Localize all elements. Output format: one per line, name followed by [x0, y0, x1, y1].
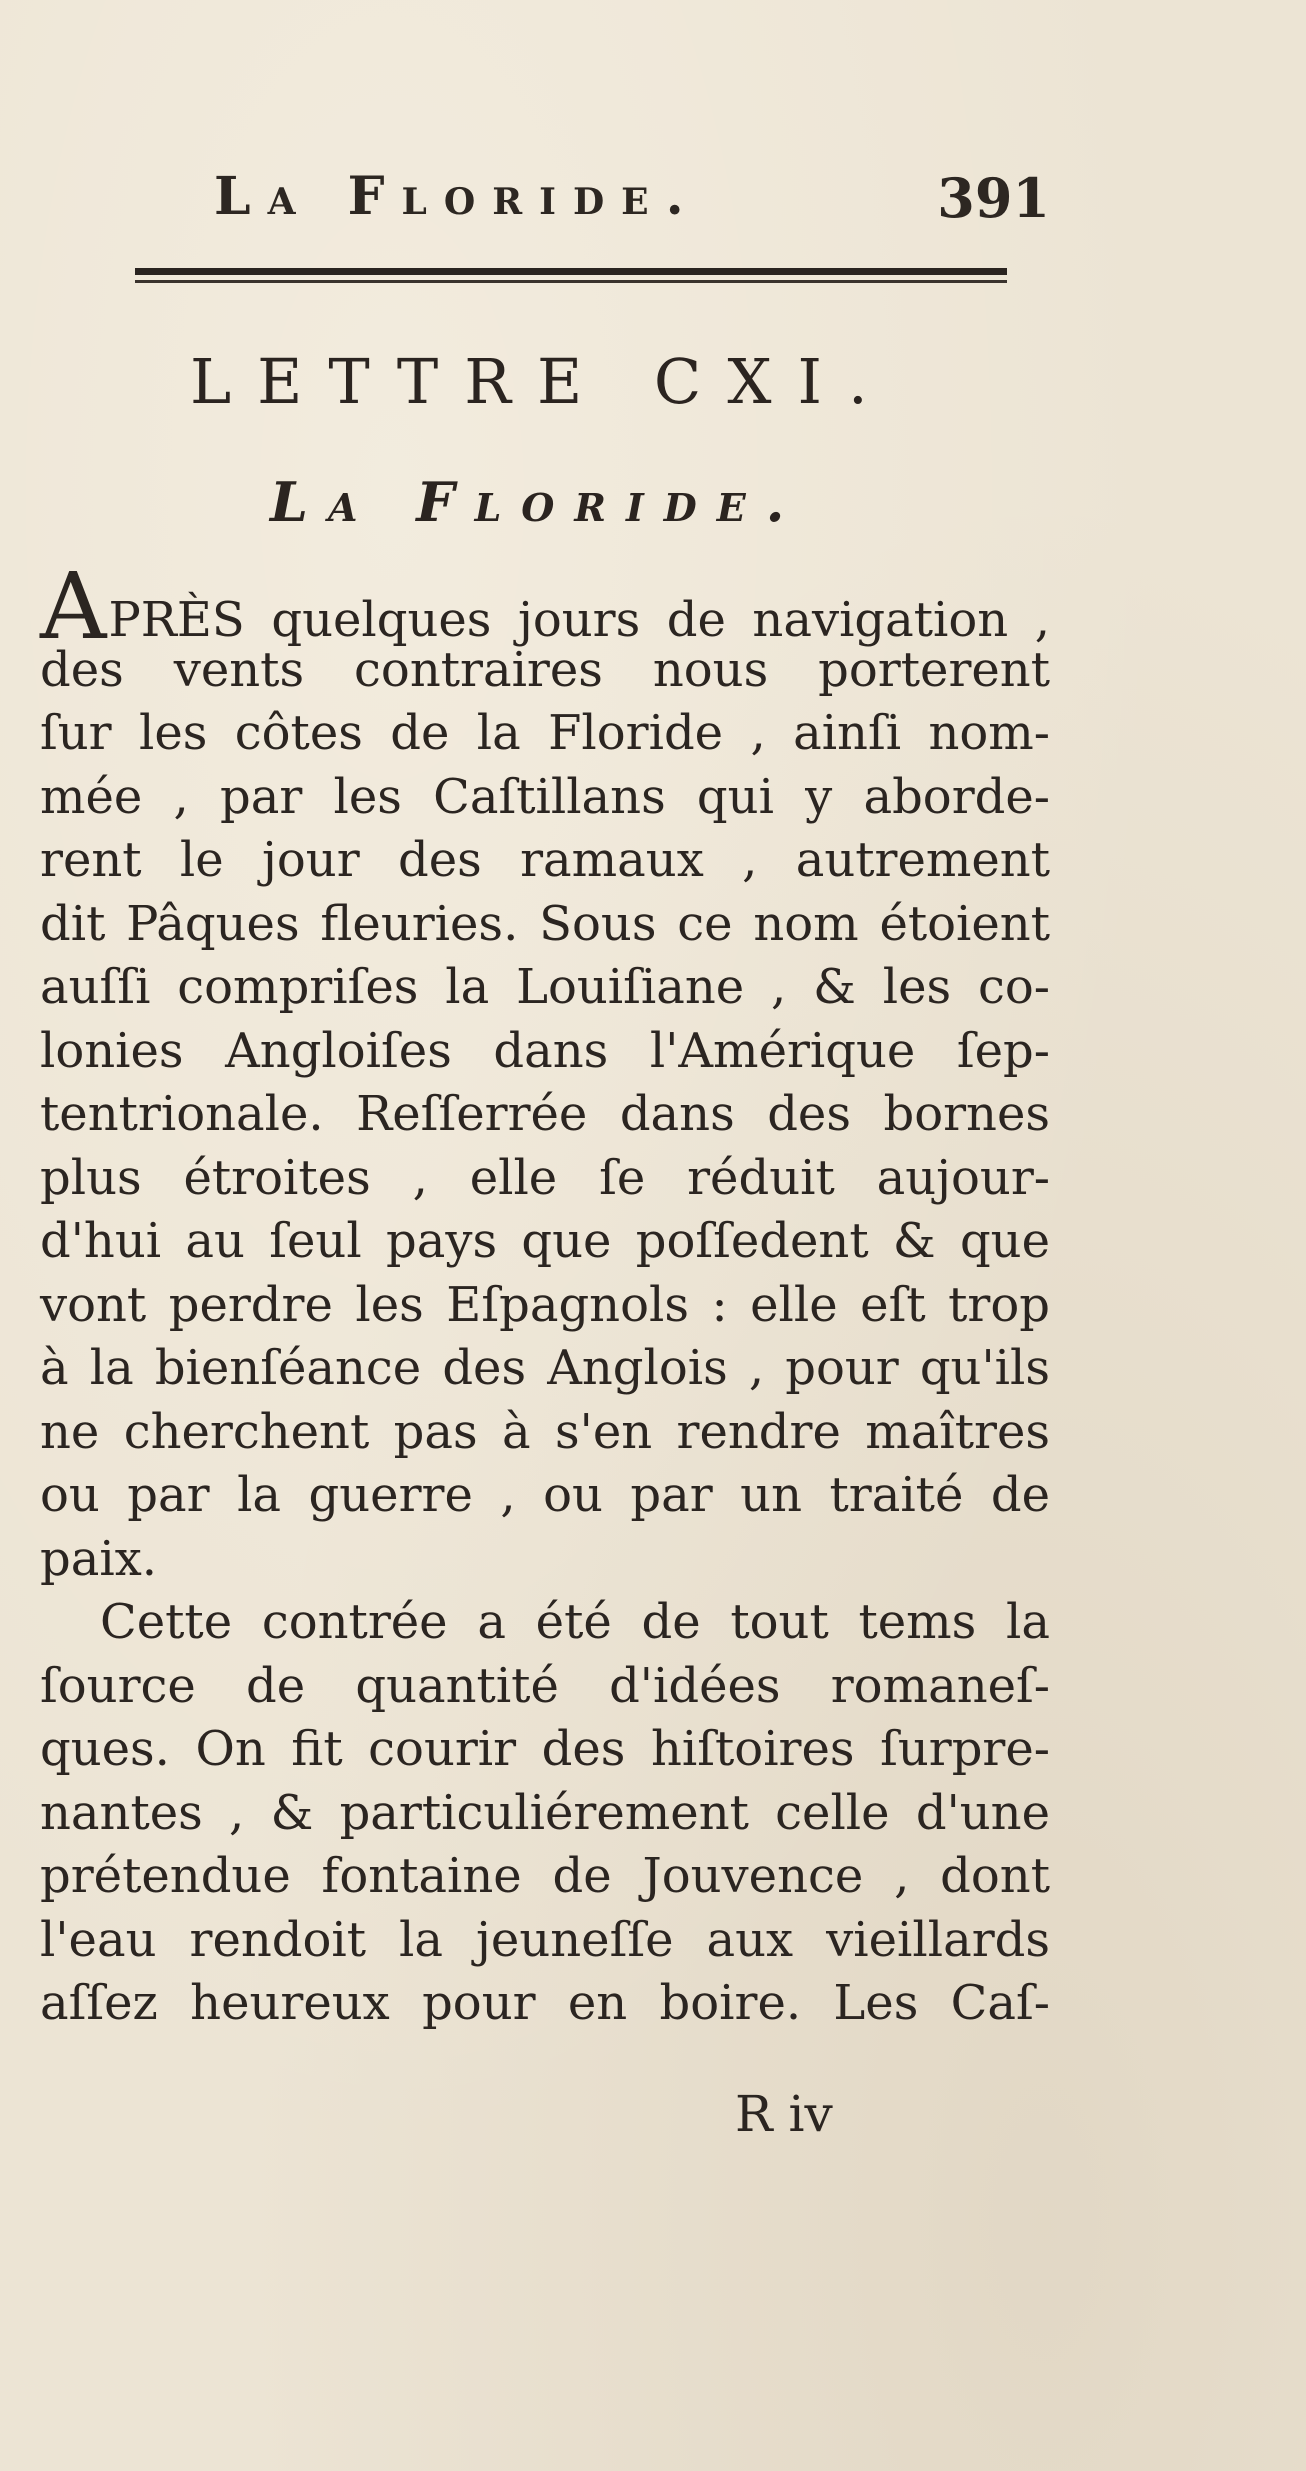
text-line-content: PRÈS quelques jours de navigation ,	[108, 592, 1050, 648]
text-line: aſſez heureux pour en boire. Les Caſ-	[40, 1975, 1050, 2031]
catchword-signature: R iv	[735, 2085, 833, 2143]
text-line: à la bienſéance des Anglois , pour qu'ils	[40, 1340, 1050, 1396]
drop-cap: A	[40, 553, 107, 660]
text-line: l'eau rendoit la jeuneſſe aux vieillards	[40, 1911, 1050, 1968]
text-line: ques. On fit courir des hiſtoires ſurpre-	[40, 1721, 1050, 1777]
body-text	[40, 553, 1050, 2036]
text-line: ou par la guerre , ou par un traité de	[40, 1467, 1050, 1523]
text-line: dit Pâques fleuries. Sous ce nom étoient	[40, 895, 1050, 952]
running-header	[190, 160, 1050, 230]
letter-title: LETTRE CXI.	[190, 345, 894, 418]
text-line: paix.	[40, 1530, 158, 1587]
text-line: d'hui au ſeul pays que poſſedent & que	[40, 1213, 1050, 1269]
text-line: vont perdre les Eſpagnols : elle eſt trop	[40, 1276, 1050, 1333]
text-line: ne cherchent pas à s'en rendre maîtres	[40, 1403, 1050, 1460]
header-rule-thick	[135, 268, 1007, 275]
page-number: 391	[937, 166, 1050, 230]
text-line: mée , par les Caſtillans qui y aborde-	[40, 768, 1050, 825]
text-line: plus étroites , elle ſe réduit aujour-	[40, 1149, 1050, 1206]
text-line: nantes , & particuliérement celle d'une	[40, 1784, 1050, 1841]
paragraph-2	[40, 1591, 1050, 2036]
text-line: des vents contraires nous porterent	[40, 641, 1050, 698]
header-rule-thin	[135, 280, 1007, 283]
text-line: lonies Angloiſes dans l'Amérique ſep-	[40, 1022, 1050, 1079]
text-line: ſur les côtes de la Floride , ainſi nom-	[40, 705, 1050, 761]
text-line	[40, 553, 1050, 660]
text-line: rent le jour des ramaux , autrement	[40, 832, 1050, 888]
running-head-title: La Floride.	[214, 166, 701, 227]
paragraph-1	[40, 553, 1050, 1591]
header-double-rule	[135, 268, 1007, 286]
text-line: auſſi compriſes la Louiſiane , & les co-	[40, 959, 1050, 1015]
letter-subtitle: La Floride.	[270, 470, 805, 534]
text-line: Cette contrée a été de tout tems la	[100, 1594, 1050, 1650]
text-line: tentrionale. Reſſerrée dans des bornes	[40, 1086, 1050, 1142]
text-line: prétendue fontaine de Jouvence , dont	[40, 1848, 1050, 1904]
text-line: ſource de quantité d'idées romaneſ-	[40, 1657, 1050, 1714]
